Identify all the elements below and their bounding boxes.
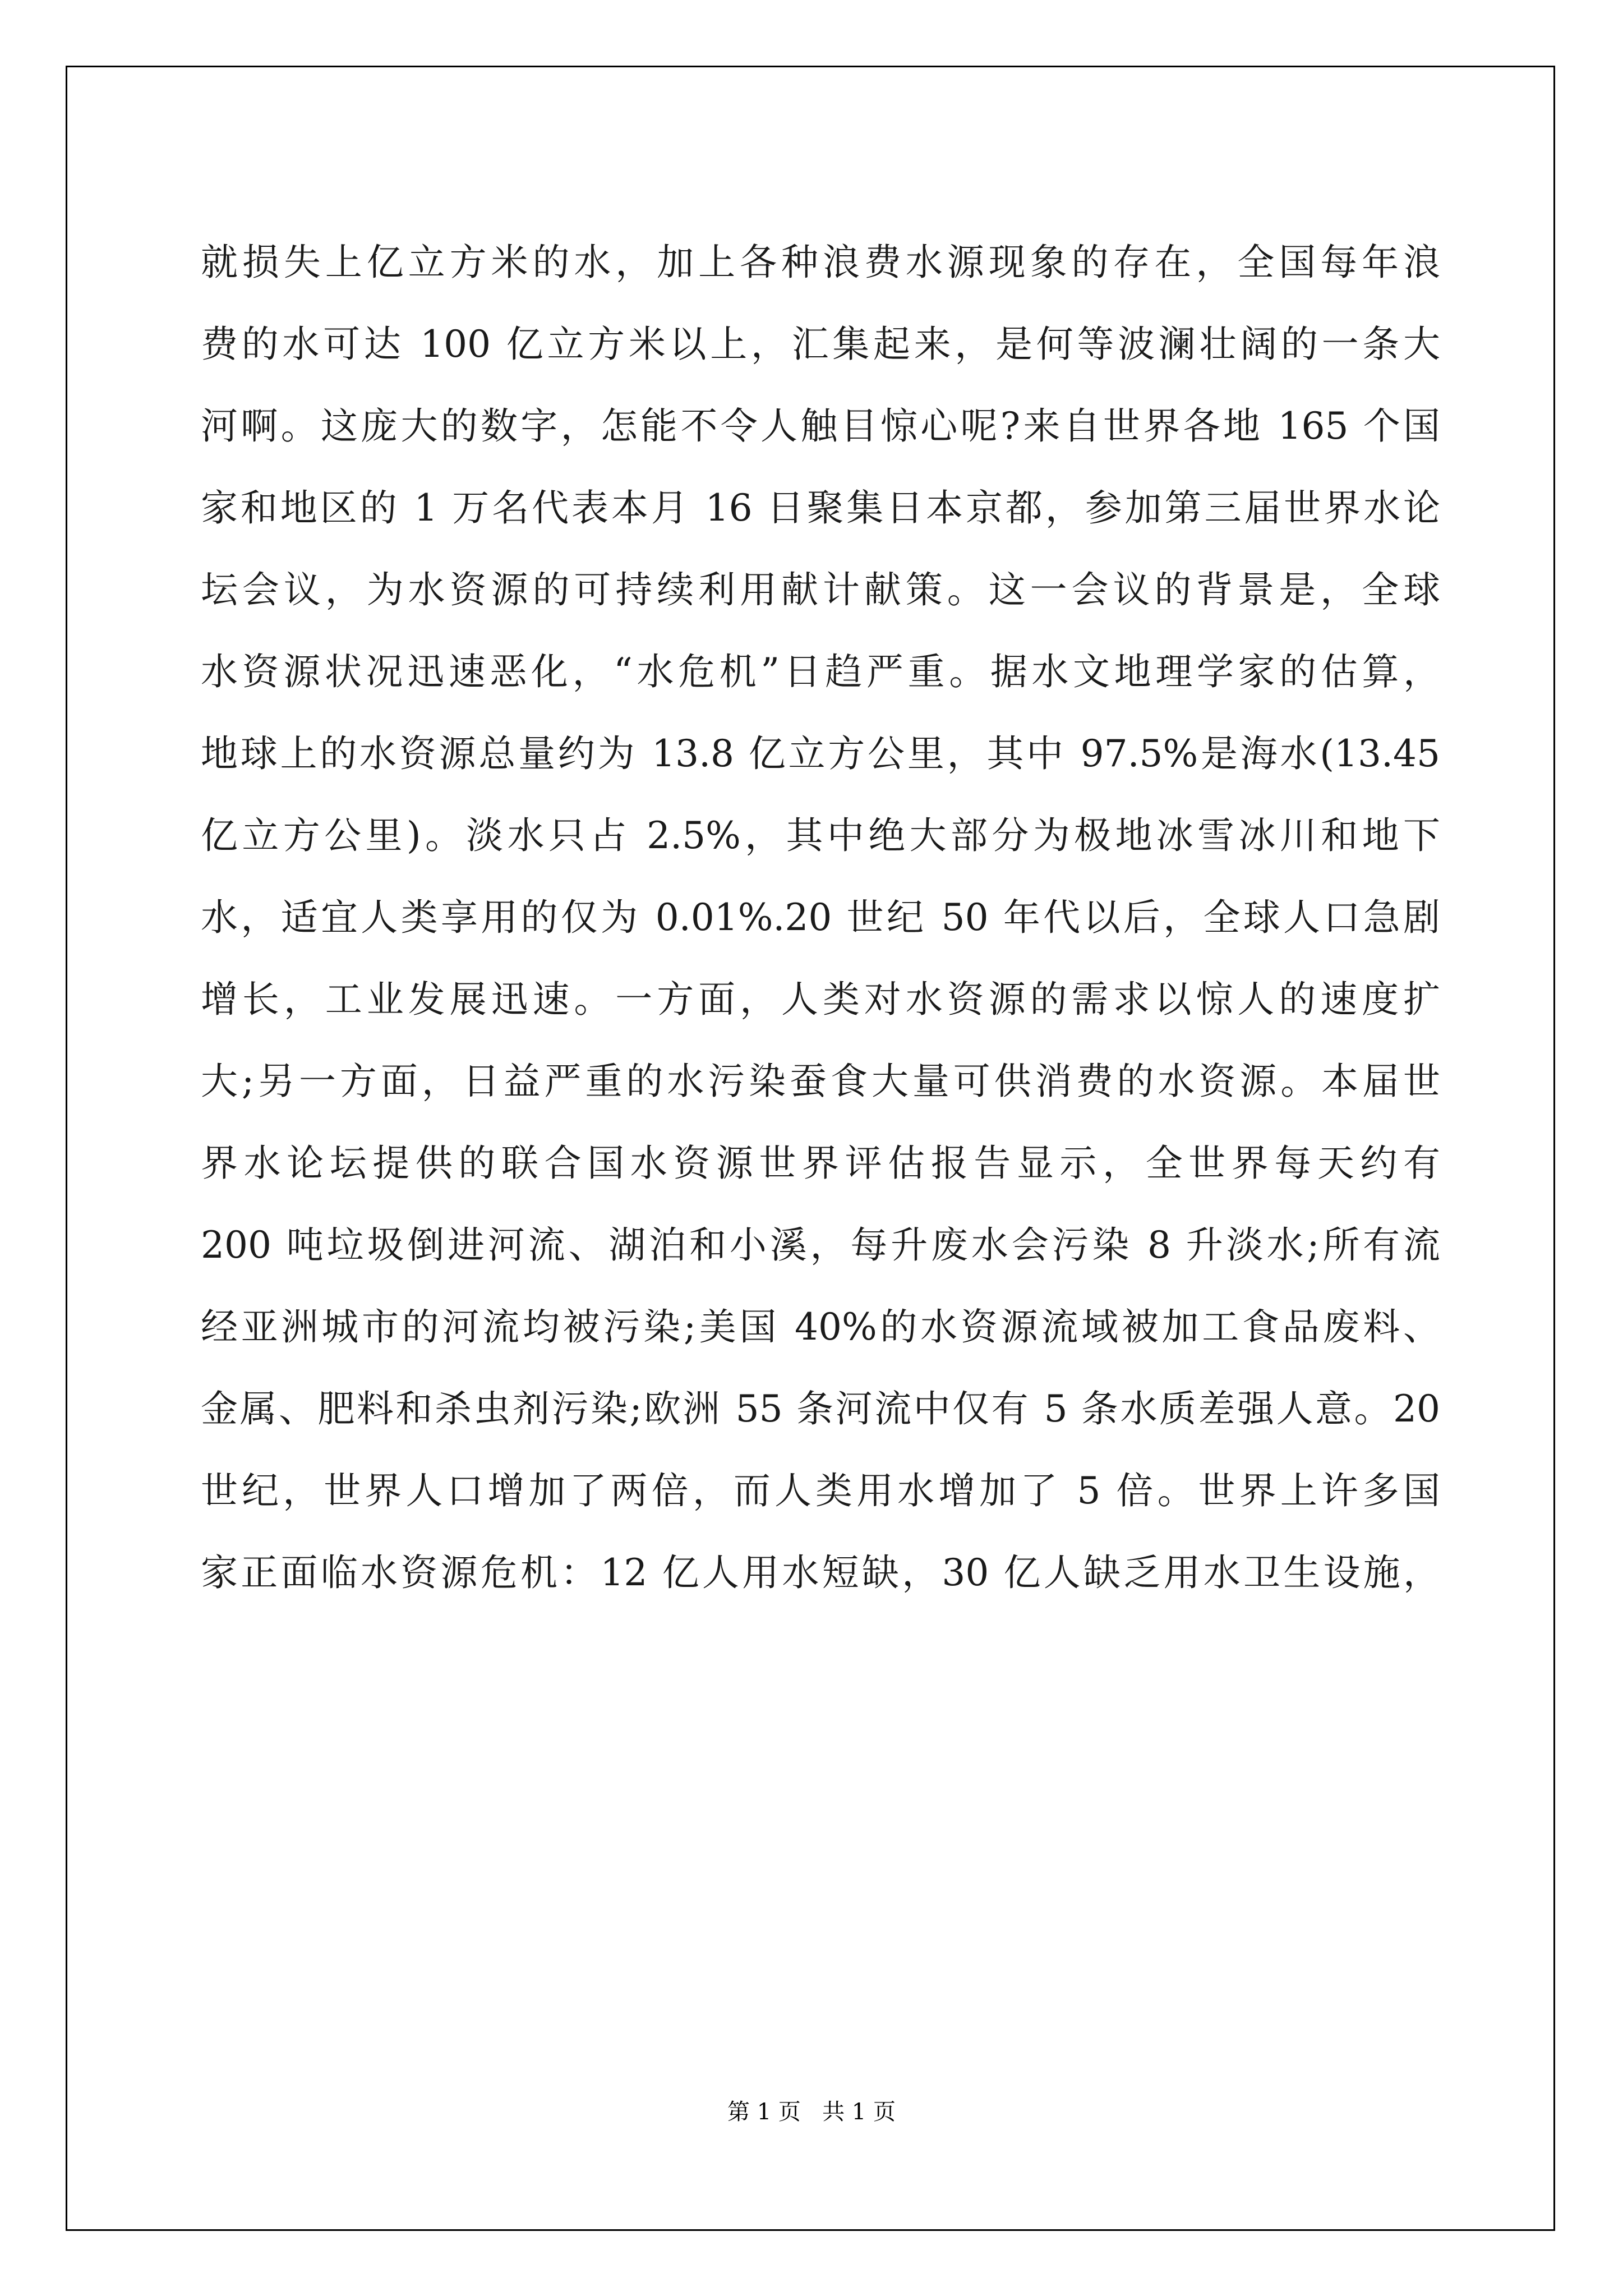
text-line: 金属、肥料和杀虫剂污染;欧洲 55 条河流中仅有 5 条水质差强人意。20: [201, 1387, 1440, 1430]
text-line: 大;另一方面，日益严重的水污染蚕食大量可供消费的水资源。本届世: [201, 1060, 1440, 1103]
text-line: 界水论坛提供的联合国水资源世界评估报告显示，全世界每天约有: [201, 1142, 1440, 1185]
text-line: 世纪，世界人口增加了两倍，而人类用水增加了 5 倍。世界上许多国: [201, 1469, 1440, 1512]
text-line: 家和地区的 1 万名代表本月 16 日聚集日本京都，参加第三届世界水论: [201, 486, 1440, 530]
text-line: 水资源状况迅速恶化，“水危机”日趋严重。据水文地理学家的估算，: [201, 650, 1440, 693]
text-line: 家正面临水资源危机：12 亿人用水短缺，30 亿人缺乏用水卫生设施，: [201, 1551, 1440, 1594]
document-body: [201, 222, 1440, 1614]
page-number-footer: 第 1 页 共 1 页: [727, 2099, 896, 2125]
text-line: 亿立方公里)。淡水只占 2.5%，其中绝大部分为极地冰雪冰川和地下: [201, 814, 1440, 857]
text-line: 就损失上亿立方米的水，加上各种浪费水源现象的存在，全国每年浪: [201, 241, 1440, 284]
text-line: 费的水可达 100 亿立方米以上，汇集起来，是何等波澜壮阔的一条大: [201, 323, 1440, 366]
text-line: 经亚洲城市的河流均被污染;美国 40%的水资源流域被加工食品废料、: [201, 1305, 1440, 1349]
text-line: 增长，工业发展迅速。一方面，人类对水资源的需求以惊人的速度扩: [201, 978, 1440, 1021]
text-line: 200 吨垃圾倒进河流、湖泊和小溪，每升废水会污染 8 升淡水;所有流: [201, 1223, 1440, 1267]
text-line: 坛会议，为水资源的可持续利用献计献策。这一会议的背景是，全球: [201, 568, 1440, 611]
text-line: 水，适宜人类享用的仅为 0.01%.20 世纪 50 年代以后，全球人口急剧: [201, 896, 1440, 939]
text-line: 河啊。这庞大的数字，怎能不令人触目惊心呢?来自世界各地 165 个国: [201, 404, 1440, 448]
text-line: 地球上的水资源总量约为 13.8 亿立方公里，其中 97.5%是海水(13.45: [201, 732, 1440, 775]
